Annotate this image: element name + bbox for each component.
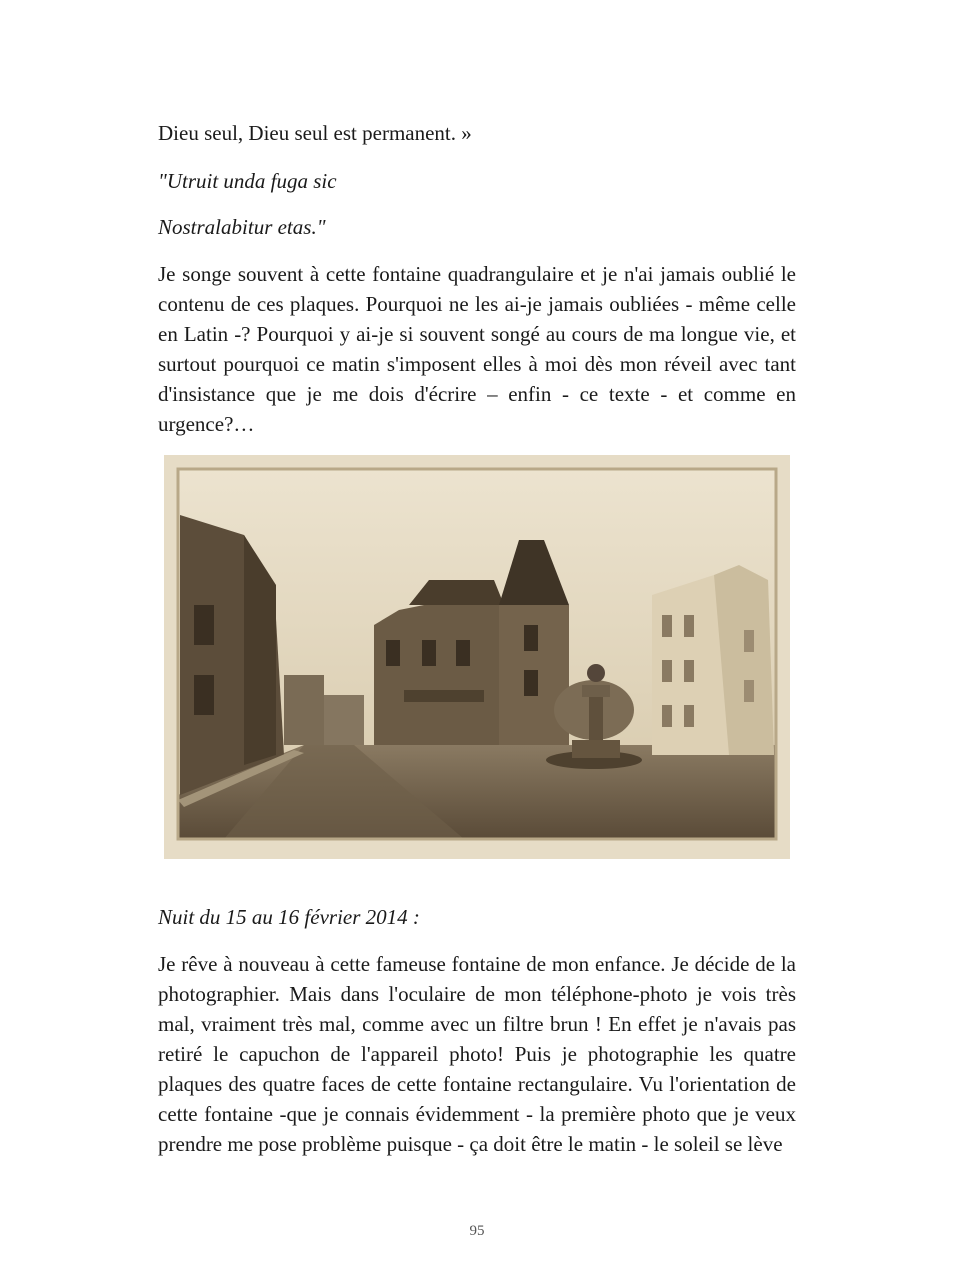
latin-line-1: "Utruit unda fuga sic bbox=[158, 169, 337, 193]
opening-line: Dieu seul, Dieu seul est permanent. » bbox=[158, 121, 472, 145]
page-number: 95 bbox=[469, 1223, 485, 1239]
paragraph-2: Je rêve à nouveau à cette fameuse fontaine de mon enfance. Je décide de la photographier. Mais dans l'oculaire de mon téléphone-photo je vois très mal, vraiment très mal, comme avec un filtre brun ! En effet je n'avais pas retiré le capuchon de l'appareil photo! Puis je photographie les quatre plaques des quatre faces de cette fontaine rectangulaire. Vu l'orientation de cette fontaine -que je connais évidemment - la première photo que je veux prendre me pose problème puisque - ça doit être le matin - le soleil se lève bbox=[158, 952, 796, 1156]
latin-line-2: Nostralabitur etas." bbox=[158, 215, 326, 239]
section-heading: Nuit du 15 au 16 février 2014 : bbox=[158, 905, 420, 929]
paragraph-1: Je songe souvent à cette fontaine quadrangulaire et je n'ai jamais oublié le contenu de ces plaques. Pourquoi ne les ai-je jamais oubliées - même celle en Latin -? Pourquoi y ai-je si souvent songé au cours de ma longue vie, et surtout pourquoi ce matin s'imposent elles à moi dès mon réveil avec tant d'insistance que je me dois d'écrire – enfin - ce texte - et comme en urgence?… bbox=[158, 262, 796, 436]
vintage-postcard-photo bbox=[164, 455, 790, 859]
